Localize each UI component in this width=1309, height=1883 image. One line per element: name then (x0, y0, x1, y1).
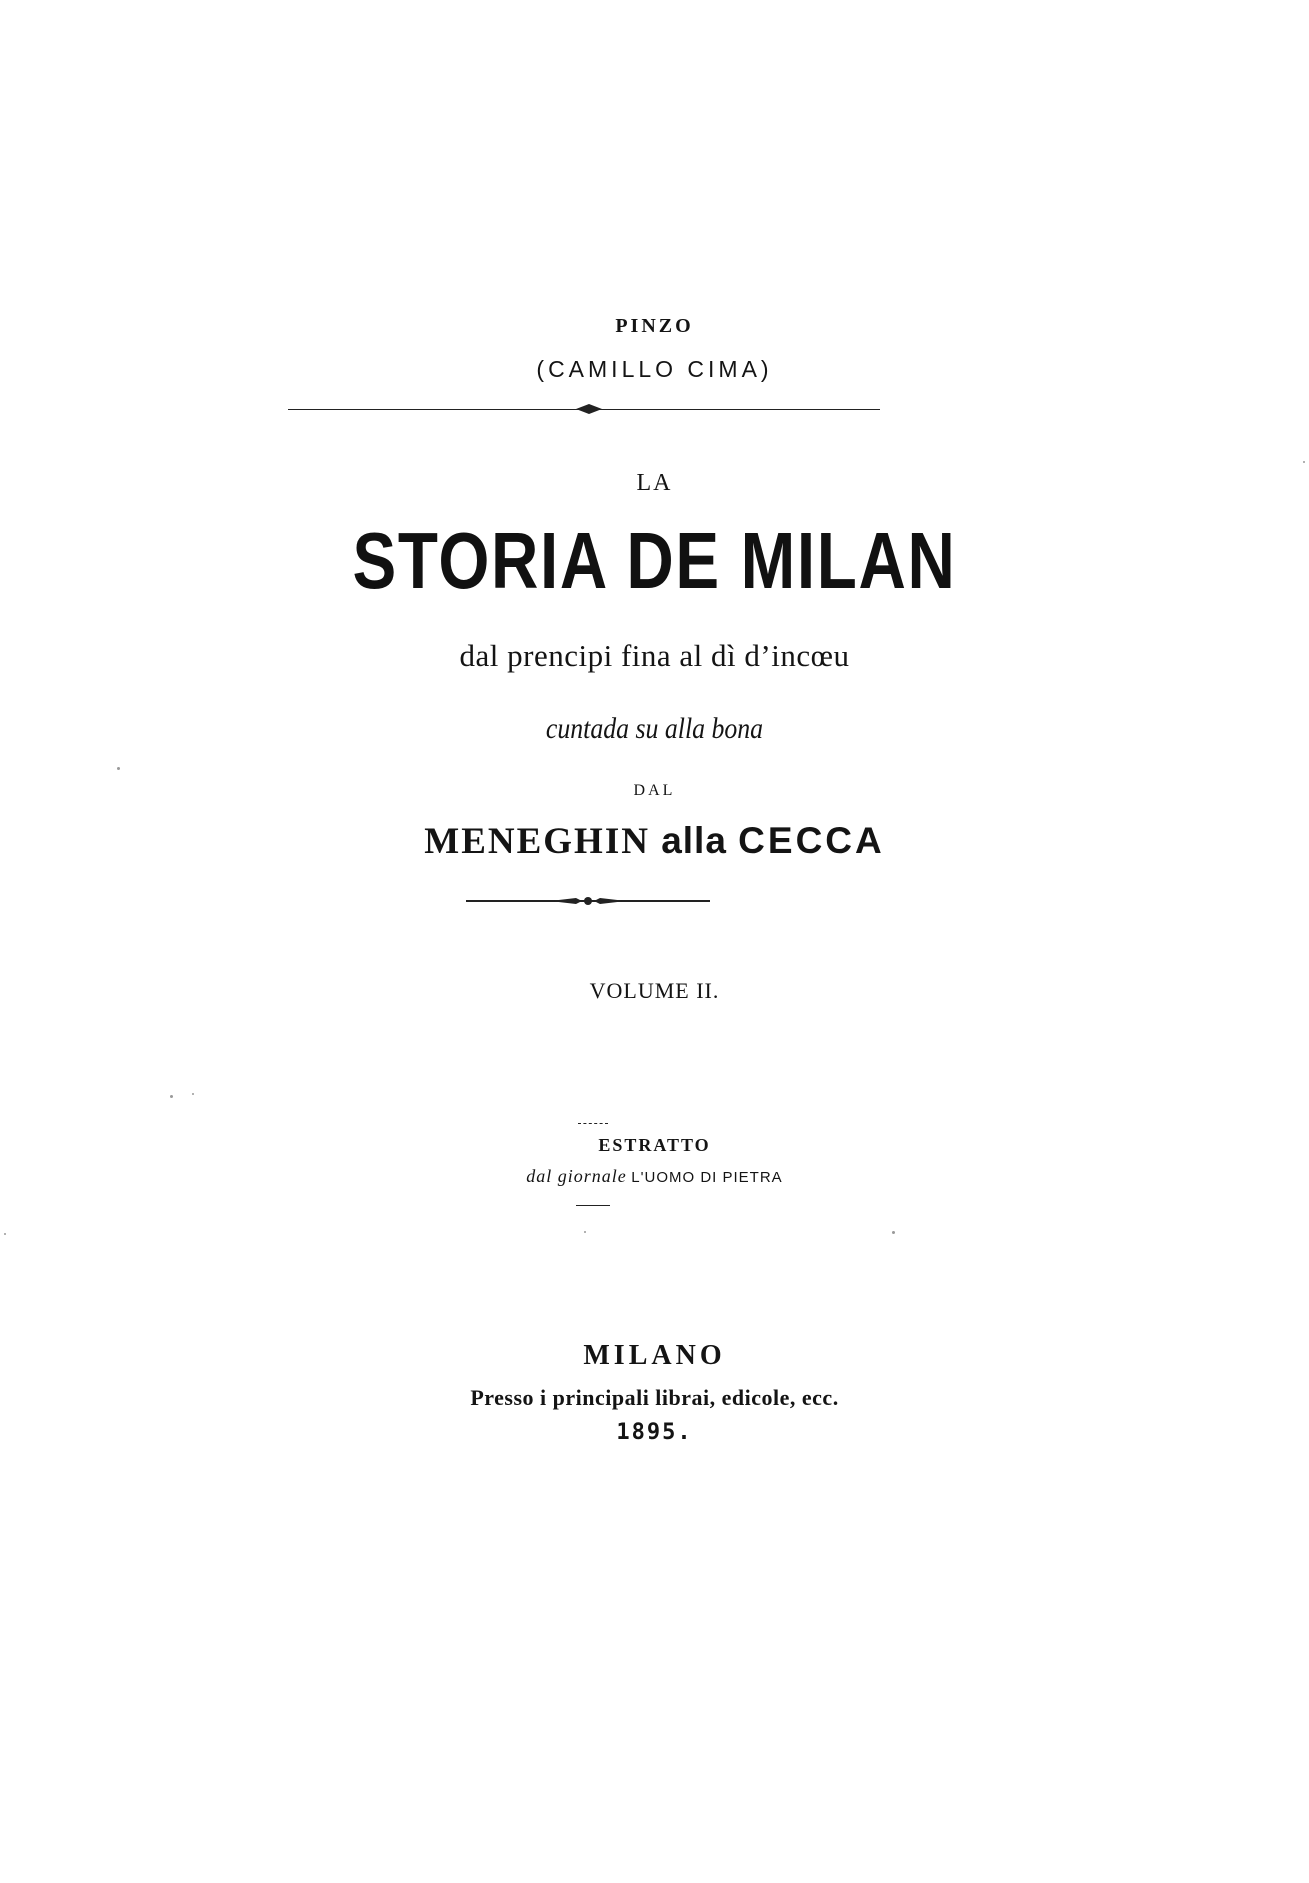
extract-bottom-rule (576, 1205, 610, 1206)
dotted-ornament-icon (548, 893, 628, 909)
book-tagline: cuntada su alla bona (545, 712, 764, 745)
scan-speck (1303, 461, 1305, 463)
book-title: STORIA DE MILAN (352, 516, 957, 605)
extract-source (0, 1166, 1309, 1187)
scan-speck (192, 1093, 194, 1095)
extract-source-prefix: dal giornale (526, 1166, 627, 1186)
volume-number: VOLUME II. (589, 978, 720, 1003)
book-subtitle: dal prencipi fina al dì d’incœu (459, 638, 850, 673)
narrator-first: MENEGHIN (424, 821, 650, 862)
title-article: LA (636, 470, 673, 496)
imprint-publisher: Presso i principali librai, edicole, ecc. (470, 1385, 839, 1410)
extract-top-dashes (578, 1123, 608, 1124)
extract-label: ESTRATTO (598, 1135, 711, 1155)
by-label: DAL (633, 782, 676, 799)
scan-speck (117, 767, 120, 770)
diamond-ornament-icon (574, 402, 604, 416)
narrator-second: CECCA (738, 820, 885, 861)
scan-speck (4, 1233, 6, 1235)
author-pseudonym: (CAMILLO CIMA) (536, 356, 773, 382)
imprint-city: MILANO (583, 1340, 726, 1371)
imprint-year: 1895. (616, 1420, 693, 1445)
scan-speck (584, 1231, 586, 1233)
author-name: PINZO (615, 315, 694, 337)
narrator-joiner: alla (661, 820, 727, 861)
newspaper-name: L'UOMO DI PIETRA (631, 1169, 783, 1186)
scan-speck (170, 1095, 173, 1098)
narrators (0, 820, 1309, 863)
scan-speck (892, 1231, 895, 1234)
